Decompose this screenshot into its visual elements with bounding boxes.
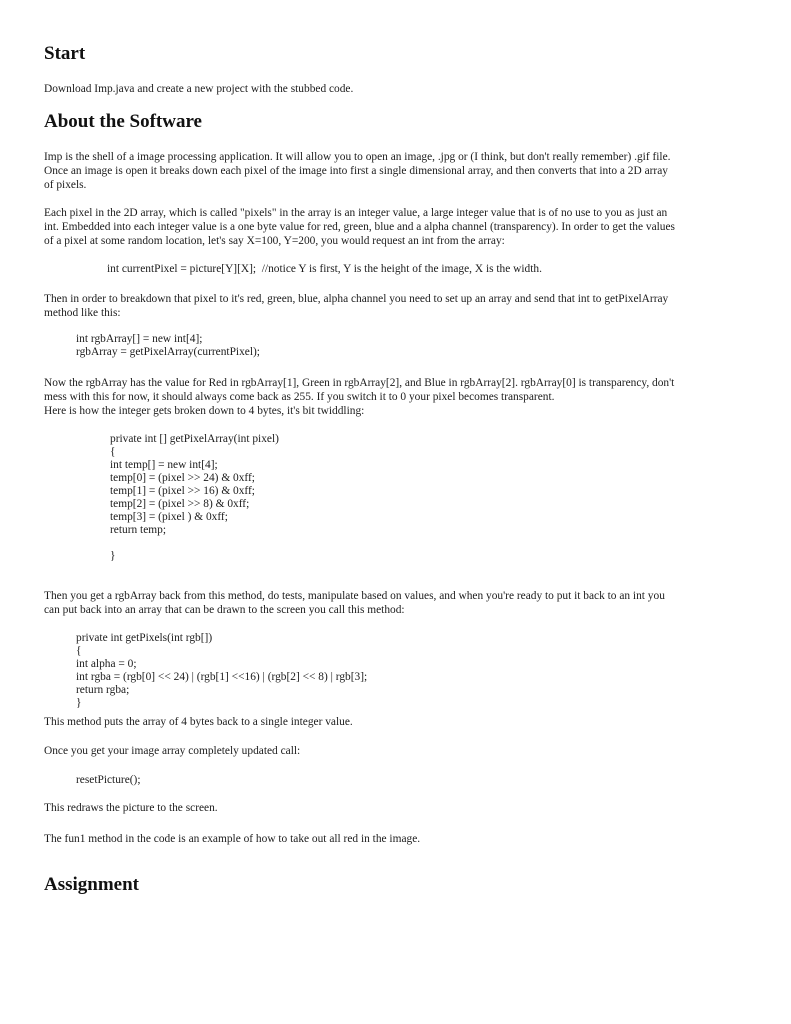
- code-line: int rgbArray[] = new int[4];: [76, 333, 203, 345]
- code-line: temp[3] = (pixel ) & 0xff;: [110, 511, 228, 523]
- redraws-text: This redraws the picture to the screen.: [44, 802, 218, 814]
- then-line: can put back into an array that can be drawn to the screen you call this method:: [44, 604, 405, 616]
- pixels-paragraph: [44, 206, 749, 248]
- fun1-text: The fun1 method in the code is an example of how to take out all red in the image.: [44, 833, 421, 845]
- code-line: temp[1] = (pixel >> 16) & 0xff;: [110, 485, 255, 497]
- code-line: private int [] getPixelArray(int pixel): [110, 433, 279, 445]
- then-paragraph: [44, 589, 749, 617]
- code-line: }: [110, 550, 116, 562]
- code-line: return rgba;: [76, 684, 130, 696]
- breakdown-line: method like this:: [44, 307, 121, 319]
- about-heading: About the Software: [44, 111, 202, 132]
- breakdown-line: Then in order to breakdown that pixel to it's red, green, blue, alpha channel you need to set up an array and send that int to getPixelArray: [44, 293, 669, 305]
- code-line: [110, 537, 279, 550]
- rgb-line: Here is how the integer gets broken down to 4 bytes, it's bit twiddling:: [44, 405, 365, 417]
- pixels-line: of a pixel at some random location, let's say X=100, Y=200, you would request an int from the array:: [44, 235, 505, 247]
- method-puts-text: This method puts the array of 4 bytes back to a single integer value.: [44, 716, 353, 728]
- code-line: {: [76, 645, 82, 657]
- rgb-line: mess with this for now, it should always come back as 255. If you switch it to 0 your pixel becomes transparent.: [44, 391, 555, 403]
- rgb-line: Now the rgbArray has the value for Red in rgbArray[1], Green in rgbArray[2], and Blue in rgbArray[2]. rgbArray[0] is transparency, don't: [44, 377, 675, 389]
- code-line: temp[2] = (pixel >> 8) & 0xff;: [110, 498, 250, 510]
- code-get-pixel-array: [110, 433, 279, 563]
- code-line: int alpha = 0;: [76, 658, 137, 670]
- intro-paragraph: [44, 150, 749, 192]
- intro-line: of pixels.: [44, 179, 87, 191]
- intro-line: Imp is the shell of a image processing application. It will allow you to open an image, .jpg or (I think, but don't really remember) .gif file.: [44, 151, 671, 163]
- then-line: Then you get a rgbArray back from this method, do tests, manipulate based on values, and when you're ready to put it back to an int you: [44, 590, 665, 602]
- code-current-pixel: int currentPixel = picture[Y][X]; //notice Y is first, Y is the height of the image, X is the width.: [107, 263, 542, 275]
- pixels-line: int. Embedded into each integer value is a one byte value for red, green, blue and a alpha channel (transparency). In order to get the values: [44, 221, 675, 233]
- code-reset-picture: resetPicture();: [76, 774, 141, 786]
- code-get-pixels: [76, 632, 367, 710]
- breakdown-paragraph: [44, 292, 749, 320]
- code-rgb-array: [76, 333, 260, 359]
- once-text: Once you get your image array completely updated call:: [44, 745, 301, 757]
- code-line: rgbArray = getPixelArray(currentPixel);: [76, 346, 260, 358]
- code-line: }: [76, 697, 82, 709]
- assignment-heading: Assignment: [44, 874, 140, 895]
- code-line: {: [110, 446, 116, 458]
- code-line: private int getPixels(int rgb[]): [76, 632, 213, 644]
- code-line: temp[0] = (pixel >> 24) & 0xff;: [110, 472, 255, 484]
- pixels-line: Each pixel in the 2D array, which is called "pixels" in the array is an integer value, a large integer value that is of no use to you as just an: [44, 207, 668, 219]
- intro-line: Once an image is open it breaks down each pixel of the image into first a single dimensional array, and then converts that into a 2D array: [44, 165, 668, 177]
- rgb-paragraph: [44, 376, 749, 418]
- code-line: int temp[] = new int[4];: [110, 459, 218, 471]
- code-line: return temp;: [110, 524, 166, 536]
- start-heading: Start: [44, 43, 86, 64]
- code-line: int rgba = (rgb[0] << 24) | (rgb[1] <<16) | (rgb[2] << 8) | rgb[3];: [76, 671, 368, 683]
- start-text: Download Imp.java and create a new project with the stubbed code.: [44, 83, 354, 95]
